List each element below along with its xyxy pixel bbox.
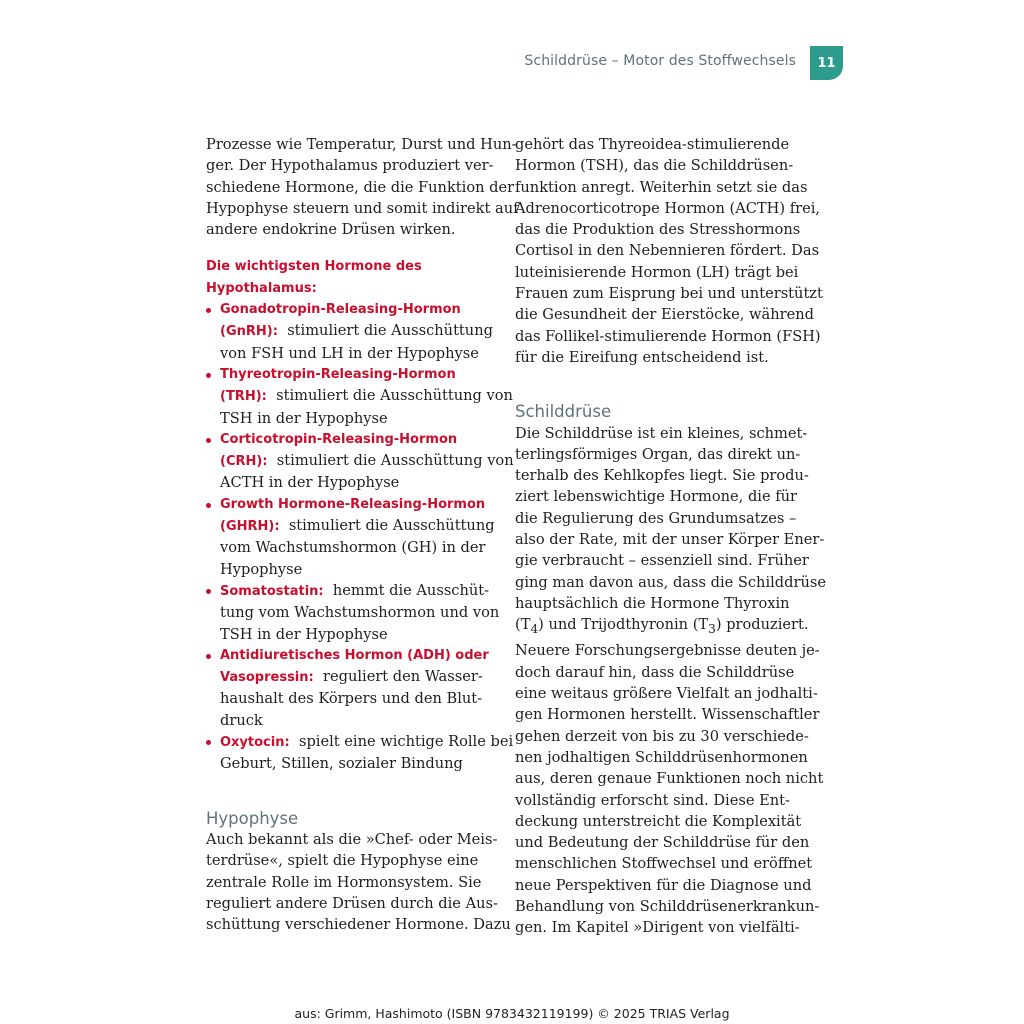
text-line: also der Rate, mit der unser Körper Ener- [515,531,825,549]
hormone-desc: vom Wachstumshormon (GH) in der [220,539,486,557]
text-line: das Follikel-stimulierende Hormon (FSH) [515,327,821,345]
right-column [515,134,826,939]
hormone-desc: haushalt des Körpers und den Blut- [220,690,483,708]
text-line: Auch bekannt als die »Chef- oder Meis- [206,830,498,848]
hormone-abbrev: (TRH): [220,389,267,405]
text-line: Behandlung von Schilddrüsenerkrankun- [515,898,820,915]
page-number-badge: 11 [810,46,843,80]
text-line: Adrenocorticotrope Hormon (ACTH) frei, [515,199,821,217]
text-line: nen jodhaltigen Schilddrüsenhormonen [515,748,808,766]
bullet-icon [206,373,211,378]
hormone-list [206,299,514,775]
list-item [206,580,498,645]
schilddruese-paragraph [515,423,826,939]
hypophyse-paragraph [206,829,511,935]
text-line: funktion anregt. Weiterhin setzt sie das [515,178,808,196]
hormone-box-heading: Hypothalamus: [206,280,317,296]
continuation-paragraph [515,134,823,368]
hormone-abbrev: (CRH): [220,454,268,470]
bullet-icon [206,438,211,443]
text-line: die Gesundheit der Eierstöcke, während [515,306,814,324]
running-header-title: Schilddrüse – Motor des Stoffwechsels [524,53,796,69]
hormone-desc: stimuliert die Ausschüttung [288,517,495,535]
text-line: Cortisol in den Nebennieren fördert. Das [515,242,820,260]
text-line: für die Eireifung entscheidend ist. [515,348,769,366]
text-line: Prozesse wie Temperatur, Durst und Hun- [206,136,517,153]
hormone-desc: hemmt die Ausschüt- [332,581,490,599]
copyright-footer: aus: Grimm, Hashimoto (ISBN 9783432119199) © 2025 TRIAS Verlag [294,1006,730,1021]
hormone-name: Growth Hormone-Releasing-Hormon [220,496,486,512]
hormone-desc: spielt eine wichtige Rolle bei [298,733,514,751]
section-heading-hypophyse: Hypophyse [206,808,299,828]
text-line: ziert lebenswichtige Hormone, die für [515,488,798,506]
text-line: Die Schilddrüse ist ein kleines, schmet- [515,424,808,442]
hormone-abbrev: (GnRH): [220,324,278,340]
hormone-desc: von FSH und LH in der Hypophyse [220,344,479,362]
text-line: ging man davon aus, dass die Schilddrüse [515,573,826,591]
hormone-name: Corticotropin-Releasing-Hormon [220,431,458,447]
hormone-desc: tung vom Wachstumshormon und von [220,604,500,622]
text-line: die Regulierung des Grundumsatzes – [515,509,797,527]
hormone-desc: TSH in der Hypophyse [220,625,388,643]
list-item [206,429,514,494]
hormone-name: Antidiuretisches Hormon (ADH) oder [220,647,489,663]
text-line: hauptsächlich die Hormone Thyroxin [515,594,790,612]
hormone-box-heading: Die wichtigsten Hormone des [206,259,422,275]
hormone-name: Gonadotropin-Releasing-Hormon [220,302,461,318]
text-line: eine weitaus größere Vielfalt an jodhalti- [515,685,818,703]
text-line: schiedene Hormone, die die Funktion der [206,178,515,196]
text-line: menschlichen Stoffwechsel und eröffnet [515,855,813,873]
bullet-icon [206,740,211,745]
text-line: neue Perspektiven für die Diagnose und [515,876,812,894]
text-line: gie verbraucht – essenziell sind. Früher [515,552,809,570]
bullet-icon [206,654,211,659]
hormone-desc: TSH in der Hypophyse [220,409,388,427]
text-line: Hypophyse steuern und somit indirekt auf [206,199,519,217]
text-line: terhalb des Kehlkopfes liegt. Sie produ- [515,467,809,485]
hormone-abbrev: (GHRH): [220,519,280,535]
hormone-desc: stimuliert die Ausschüttung von [276,387,513,405]
hormone-desc: reguliert den Wasser- [323,668,483,686]
subscript-4: 4 [530,622,539,637]
hormone-desc: stimuliert die Ausschüttung [287,322,493,340]
text-line: terlingsförmiges Organ, das direkt un- [515,445,801,463]
hormone-desc: druck [220,711,263,729]
hormone-desc: Geburt, Stillen, sozialer Bindung [220,755,463,773]
text-line: andere endokrine Drüsen wirken. [206,221,456,239]
bullet-icon [206,589,211,594]
text-line: Hormon (TSH), das die Schilddrüsen- [515,157,794,175]
hormone-name: Thyreotropin-Releasing-Hormon [220,366,456,382]
left-column [206,134,519,935]
hormone-desc: stimuliert die Ausschüttung von [276,452,514,470]
text-line: und Bedeutung der Schilddrüse für den [515,834,810,852]
text-line: gen Hormonen herstellt. Wissenschaftler [515,706,820,724]
subscript-3: 3 [708,622,716,637]
text-line: deckung unterstreicht die Komplexität [515,812,802,830]
list-item [206,731,514,775]
hormone-abbrev: Oxytocin: [220,735,290,751]
text-line: zentrale Rolle im Hormonsystem. Sie [206,873,482,891]
text-line: schüttung verschiedener Hormone. Dazu [206,916,511,934]
hormone-desc: Hypophyse [220,560,303,578]
section-heading-schilddruese: Schilddrüse [515,402,612,422]
list-item [206,364,513,429]
text-line: gen. Im Kapitel »Dirigent von vielfälti- [515,919,800,937]
text-line: reguliert andere Drüsen durch die Aus- [206,894,498,912]
intro-paragraph [206,134,519,240]
list-item [206,494,498,580]
text-line: luteinisierende Hormon (LH) trägt bei [515,263,799,281]
text-line: gehen derzeit von bis zu 30 verschiede- [515,727,809,745]
text-line-t4-t3: $(T_4)$ und Trijodthyronin $(T_3)$ produziert. [515,616,809,637]
text-line: vollständig erforscht sind. Diese Ent- [515,791,790,809]
text-line: Frauen zum Eisprung bei und unterstützt [515,285,823,303]
bullet-icon [206,308,211,313]
text-line: gehört das Thyreoidea-stimulierende [515,136,790,153]
list-item [206,645,498,731]
list-item [206,299,498,364]
hormone-desc: ACTH in der Hypophyse [220,474,400,492]
text-line: doch darauf hin, dass die Schilddrüse [515,663,795,681]
hormone-abbrev: Vasopressin: [220,670,314,686]
text-line: Neuere Forschungsergebnisse deuten je- [515,642,820,660]
text-line: das die Produktion des Stresshormons [515,221,801,239]
hormone-abbrev: Somatostatin: [220,583,324,599]
bullet-icon [206,503,211,508]
text-line: aus, deren genaue Funktionen noch nicht [515,770,824,788]
text-line: ger. Der Hypothalamus produziert ver- [206,157,494,175]
text-line: terdrüse«, spielt die Hypophyse eine [206,852,479,870]
